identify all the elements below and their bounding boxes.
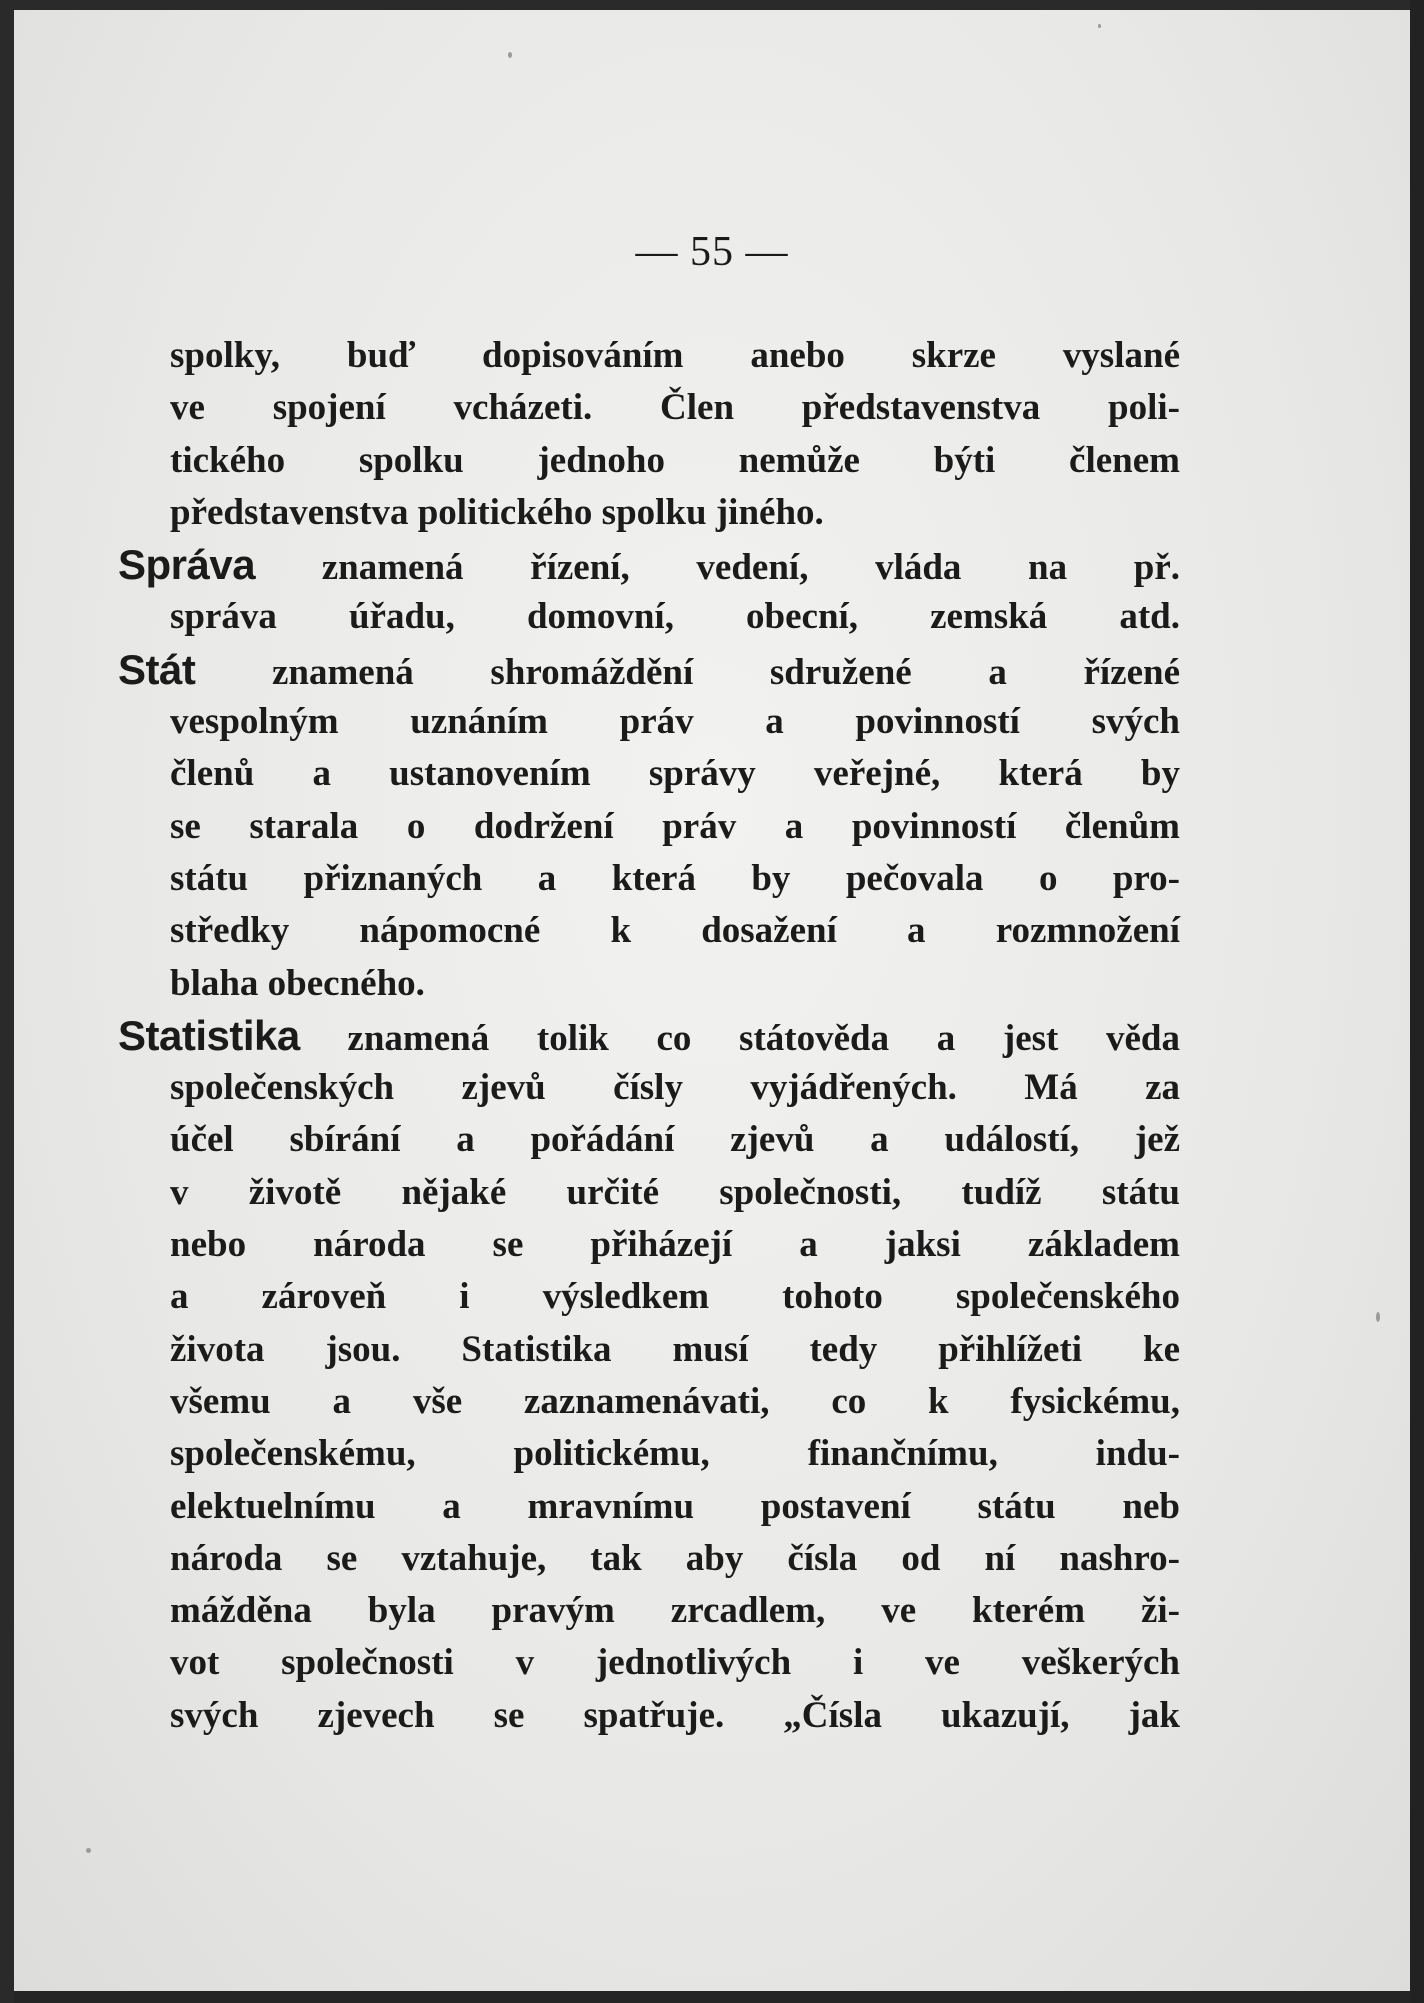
text-line: ve spojení vcházeti. Člen představenstva poli- — [170, 387, 1180, 429]
paper-speck — [86, 1848, 91, 1853]
term-heading: Statistika — [118, 1011, 300, 1059]
entry-first-line — [118, 539, 1180, 591]
text-line: tického spolku jednoho nemůže býti členem — [170, 439, 1180, 481]
entry-first-line — [118, 1010, 1180, 1062]
paper-speck — [508, 52, 512, 58]
scan-border-right — [1410, 0, 1424, 2003]
text-line: vespolným uznáním práv a povinností svých — [170, 701, 1180, 743]
scan-border-bottom — [0, 1991, 1424, 2003]
text-line: členů a ustanovením správy veřejné, která by — [170, 753, 1180, 795]
text-line: v životě nějaké určité společnosti, tudíž státu — [170, 1171, 1180, 1213]
entry-definition-start: znamená řízení, vedení, vláda na př. — [321, 547, 1180, 589]
text-line: účel sbírání a pořádání zjevů a událostí, jež — [170, 1119, 1180, 1161]
text-line: společenskému, politickému, finančnímu, indu- — [170, 1433, 1180, 1475]
text-line: všemu a vše zaznamenávati, co k fysickému, — [170, 1380, 1180, 1422]
text-line: vot společnosti v jednotlivých i ve veškerých — [170, 1642, 1180, 1684]
text-line: národa se vztahuje, tak aby čísla od ní nashro- — [170, 1537, 1180, 1579]
entry-sprava — [118, 539, 1180, 644]
text-line: správa úřadu, domovní, obecní, zemská atd. — [170, 596, 1180, 638]
page-number: — 55 — — [635, 229, 789, 275]
term-heading: Správa — [118, 541, 256, 589]
text-line: mážděna byla pravým zrcadlem, ve kterém ži- — [170, 1590, 1180, 1632]
entry-first-line — [118, 644, 1180, 696]
text-line: blaha obecného. — [170, 962, 425, 1004]
body-text — [118, 330, 1180, 1742]
entry-statistika — [118, 1010, 1180, 1742]
paper-speck — [1098, 24, 1101, 28]
scan-border-top — [0, 0, 1424, 10]
text-line: a zároveň i výsledkem tohoto společenského — [170, 1276, 1180, 1318]
text-line: svých zjevech se spatřuje. „Čísla ukazují, jak — [170, 1694, 1180, 1736]
entry-stat — [118, 644, 1180, 1010]
text-line: středky nápomocné k dosažení a rozmnožení — [170, 910, 1180, 952]
text-line: života jsou. Statistika musí tedy přihlížeti ke — [170, 1328, 1180, 1370]
entry-definition-start: znamená shromáždění sdružené a řízené — [271, 651, 1180, 693]
term-heading: Stát — [118, 645, 196, 693]
text-line: státu přiznaných a která by pečovala o pro- — [170, 857, 1180, 899]
text-line: nebo národa se přiházejí a jaksi základem — [170, 1224, 1180, 1266]
text-line: představenstva politického spolku jiného. — [170, 491, 824, 533]
entry-definition-start: znamená tolik co státověda a jest věda — [347, 1017, 1180, 1059]
paper-speck — [1376, 1312, 1380, 1322]
text-line: elektuelnímu a mravnímu postavení státu neb — [170, 1485, 1180, 1527]
scan-border-left — [0, 0, 14, 2003]
text-line: společenských zjevů čísly vyjádřených. Má za — [170, 1067, 1180, 1109]
text-line: spolky, buď dopisováním anebo skrze vyslané — [170, 335, 1180, 376]
text-line: se starala o dodržení práv a povinností členům — [170, 805, 1180, 847]
